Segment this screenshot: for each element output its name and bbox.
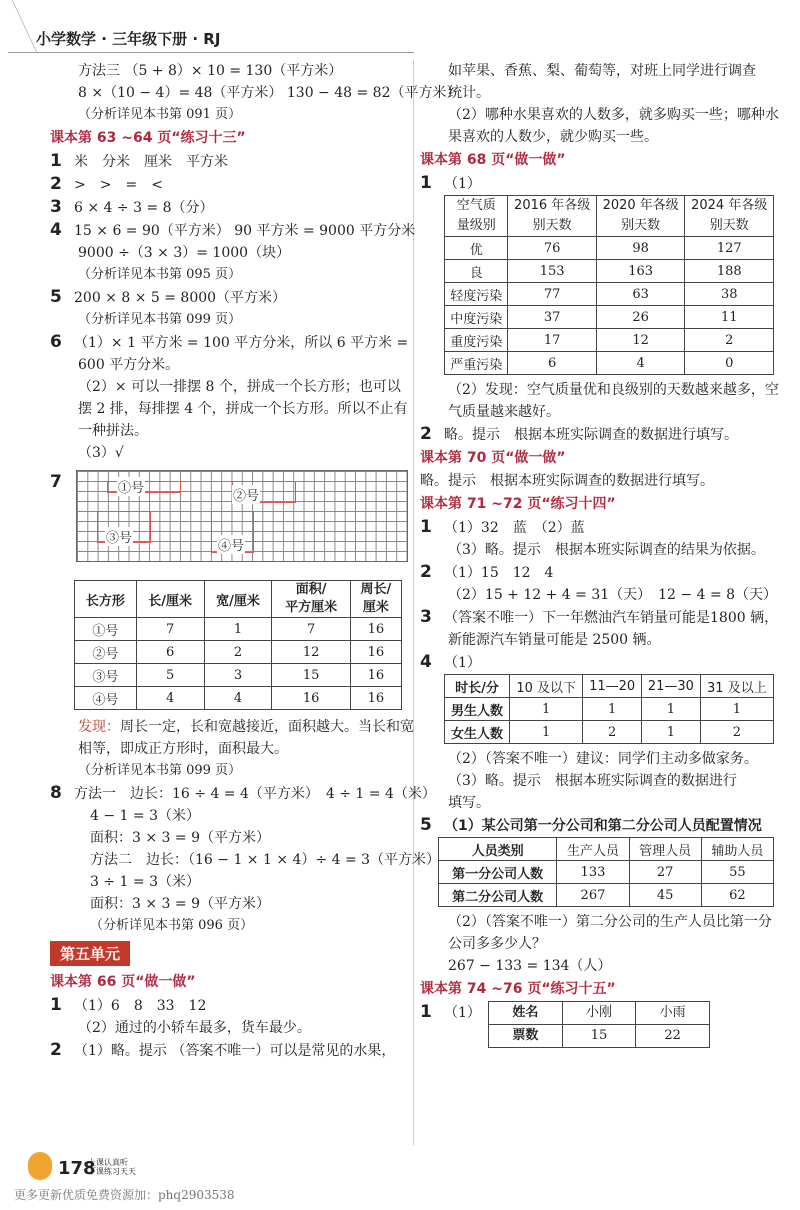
finding-line1: 周长一定，长和宽越接近，面积越大。当长和宽 xyxy=(120,719,414,735)
q8-line1: 方法一 边长：16 ÷ 4 = 4（平方米） 4 ÷ 1 = 4（米） xyxy=(74,786,436,802)
ex14-q2-line2: （2）15 + 12 + 4 = 31（天） 12 − 4 = 8（天） xyxy=(448,587,778,603)
q1-answer: 米 分米 厘米 平方米 xyxy=(74,154,228,170)
table-header: 10 及以下 xyxy=(510,675,583,698)
page-header: 小学数学 · 三年级下册 · RJ xyxy=(36,30,221,48)
duration-table xyxy=(444,674,774,744)
ex14-q4-label: （1） xyxy=(444,655,481,671)
section-heading-ex13: 课本第 63 ~64 页“练习十三” xyxy=(50,130,246,146)
cont-line4: 果喜欢的人数少，就少购买一些。 xyxy=(448,129,658,145)
table-header: 2016 年各级 别天数 xyxy=(508,196,597,237)
table-header: 管理人员 xyxy=(629,838,701,861)
table-row: ③号 5 3 15 16 xyxy=(75,664,402,687)
method3-line2: 8 ×（10 − 4）= 48（平方米） 130 − 48 = 82（平方米） xyxy=(78,85,461,101)
table-row: 中度污染 37 26 11 xyxy=(445,306,774,329)
table-row: ④号 4 4 16 16 xyxy=(75,687,402,710)
grid-label-2: ②号 xyxy=(232,485,260,504)
q-num: 6 xyxy=(50,332,62,352)
ex14-q4-line4: 填写。 xyxy=(448,795,490,811)
q-num: 2 xyxy=(50,1040,62,1060)
table-header: 长/厘米 xyxy=(136,581,204,618)
q8-line5: 3 ÷ 1 = 3（米） xyxy=(90,874,200,890)
section-heading-ex14: 课本第 71 ~72 页“练习十四” xyxy=(420,496,616,512)
table-row: 女生人数 1 2 1 2 xyxy=(445,721,774,744)
page-tag-line1: 上课认真听 xyxy=(88,1158,128,1167)
q7-grid xyxy=(76,470,408,562)
ex14-q3-line2: 新能源汽车销量可能是 2500 辆。 xyxy=(448,632,661,648)
q6-line3: （2）× 可以一排摆 8 个，拼成一个长方形；也可以 xyxy=(78,379,401,395)
q-num: 1 xyxy=(50,151,62,171)
q4-line1: 15 × 6 = 90（平方米） 90 平方米 = 9000 平方分米 xyxy=(74,223,416,239)
p66-q1-line2: （2）通过的小轿车最多，货车最少。 xyxy=(78,1020,311,1036)
table-row: ②号 6 2 12 16 xyxy=(75,641,402,664)
grid-label-3: ③号 xyxy=(105,527,133,546)
q6-line4: 摆 2 排，每排摆 4 个，拼成一个长方形。所以不止有 xyxy=(78,401,408,417)
finding-line2: 相等，即成正方形时，面积最大。 xyxy=(78,741,288,757)
table-header: 辅助人员 xyxy=(701,838,773,861)
cont-line1: 如苹果、香蕉、梨、葡萄等，对班上同学进行调查 xyxy=(448,63,756,79)
table-header: 周长/ 厘米 xyxy=(350,581,401,618)
q-num: 8 xyxy=(50,783,62,803)
method3-ref: （分析详见本书第 091 页） xyxy=(78,107,242,122)
q5-ref: （分析详见本书第 099 页） xyxy=(78,312,242,327)
q6-line6: （3）√ xyxy=(78,445,124,461)
air-quality-table xyxy=(444,195,774,375)
p68-q2: 略。提示 根据本班实际调查的数据进行填写。 xyxy=(444,427,738,443)
q-num: 2 xyxy=(420,424,432,444)
votes-table xyxy=(488,1001,710,1048)
table-row: 第二分公司人数 267 45 62 xyxy=(439,884,774,907)
q8-line3: 面积：3 × 3 = 9（平方米） xyxy=(90,830,270,846)
finding-label: 发现： xyxy=(78,719,120,735)
q-num: 5 xyxy=(420,815,432,835)
q6-line1: （1）× 1 平方米 = 100 平方分米，所以 6 平方米 = xyxy=(74,335,409,351)
table-header: 时长/分 xyxy=(445,675,510,698)
ex14-q1-line2: （3）略。提示 根据本班实际调查的结果为依据。 xyxy=(448,542,765,558)
q-num: 2 xyxy=(50,174,62,194)
q6-line2: 600 平方分米。 xyxy=(78,357,180,373)
unit-banner: 第五单元 xyxy=(50,941,130,966)
q7-block xyxy=(50,470,410,580)
q4-ref: （分析详见本书第 095 页） xyxy=(78,267,242,282)
table-row: 优 76 98 127 xyxy=(445,237,774,260)
staff-table xyxy=(438,837,774,907)
mascot-icon xyxy=(28,1152,52,1180)
ex14-q5-line4: 267 − 133 = 134（人） xyxy=(448,958,612,974)
table-row: 轻度污染 77 63 38 xyxy=(445,283,774,306)
p70-answer: 略。提示 根据本班实际调查的数据进行填写。 xyxy=(420,473,714,489)
q3-answer: 6 × 4 ÷ 3 = 8（分） xyxy=(74,200,214,216)
table-header: 人员类别 xyxy=(439,838,557,861)
ex14-q4-line3: （3）略。提示 根据本班实际调查的数据进行 xyxy=(448,773,737,789)
ex14-q2-line1: （1）15 12 4 xyxy=(444,565,554,581)
p66-q1-line1: （1）6 8 33 12 xyxy=(74,998,207,1014)
q7-table xyxy=(74,580,402,710)
section-heading-p70: 课本第 70 页“做一做” xyxy=(420,450,566,466)
p68-finding-1: （2）发现：空气质量优和良级别的天数越来越多，空 xyxy=(448,382,779,398)
table-row: 第一分公司人数 133 27 55 xyxy=(439,861,774,884)
right-column xyxy=(420,60,780,1051)
p68-q1-label: （1） xyxy=(444,176,481,192)
table-header: 姓名 xyxy=(489,1002,563,1025)
q-num: 1 xyxy=(420,517,432,537)
grid-label-4: ④号 xyxy=(217,535,245,554)
ex15-q1-label: （1） xyxy=(444,1005,481,1021)
page-tag-line2: 下课练习天天 xyxy=(88,1167,136,1176)
q4-line2: 9000 ÷（3 × 3）= 1000（块） xyxy=(78,245,291,261)
ex14-q5-title: （1）某公司第一分公司和第二分公司人员配置情况 xyxy=(444,818,762,834)
q-num: 3 xyxy=(50,197,62,217)
section-heading-p68: 课本第 68 页“做一做” xyxy=(420,152,566,168)
table-header: 宽/厘米 xyxy=(204,581,272,618)
q5-answer: 200 × 8 × 5 = 8000（平方米） xyxy=(74,290,287,306)
cont-line3: （2）哪种水果喜欢的人数多，就多购买一些；哪种水 xyxy=(448,107,779,123)
q-num: 4 xyxy=(50,220,62,240)
cont-line2: 统计。 xyxy=(448,85,490,101)
page-number: 178 xyxy=(58,1158,96,1179)
q-num: 1 xyxy=(420,173,432,193)
table-header: 11—20 xyxy=(583,675,642,698)
p68-finding-2: 气质量越来越好。 xyxy=(448,404,560,420)
table-header: 空气质 量级别 xyxy=(445,196,508,237)
table-header: 小雨 xyxy=(636,1002,710,1025)
ex14-q5-line2: （2）（答案不唯一）第二分公司的生产人员比第一分 xyxy=(448,914,772,930)
ex14-q3-line1: （答案不唯一）下一年燃油汽车销量可能是1800 辆， xyxy=(444,610,779,626)
section-heading-ex15: 课本第 74 ~76 页“练习十五” xyxy=(420,981,616,997)
table-header: 21—30 xyxy=(642,675,701,698)
q2-answer: > > = < xyxy=(74,177,163,193)
section-heading-p66: 课本第 66 页“做一做” xyxy=(50,974,196,990)
table-row: 男生人数 1 1 1 1 xyxy=(445,698,774,721)
table-header: 面积/ 平方厘米 xyxy=(272,581,350,618)
grid-label-1: ①号 xyxy=(117,477,145,496)
table-row: 重度污染 17 12 2 xyxy=(445,329,774,352)
q-num: 7 xyxy=(50,472,62,492)
header-corner xyxy=(0,0,37,52)
ex14-q5-line3: 公司多多少人？ xyxy=(448,936,546,952)
q-num: 5 xyxy=(50,287,62,307)
table-row: 良 153 163 188 xyxy=(445,260,774,283)
table-header: 31 及以上 xyxy=(700,675,773,698)
finding-ref: （分析详见本书第 099 页） xyxy=(78,763,242,778)
table-header: 小刚 xyxy=(562,1002,636,1025)
q-num: 3 xyxy=(420,607,432,627)
table-header: 生产人员 xyxy=(557,838,629,861)
ex14-q1-line1: （1）32 蓝 （2）蓝 xyxy=(444,520,585,536)
q8-line4: 方法二 边长：（16 − 1 × 1 × 4）÷ 4 = 3（平方米） xyxy=(90,852,441,868)
q8-line6: 面积：3 × 3 = 9（平方米） xyxy=(90,896,270,912)
q-num: 2 xyxy=(420,562,432,582)
method3-line1: 方法三 （5 + 8）× 10 = 130（平方米） xyxy=(78,63,343,79)
q8-line2: 4 − 1 = 3（米） xyxy=(90,808,200,824)
q-num: 4 xyxy=(420,652,432,672)
page-tag xyxy=(88,1158,136,1176)
q8-ref: （分析详见本书第 096 页） xyxy=(90,918,254,933)
table-header: 2024 年各级 别天数 xyxy=(685,196,774,237)
p66-q2-line1: （1）略。提示 （答案不唯一）可以是常见的水果， xyxy=(74,1043,396,1059)
table-header: 长方形 xyxy=(75,581,137,618)
header-rule xyxy=(8,52,414,53)
q-num: 1 xyxy=(50,995,62,1015)
table-row: 票数 15 22 xyxy=(489,1025,710,1048)
q-num: 1 xyxy=(420,1002,432,1022)
q6-line5: 一种拼法。 xyxy=(78,423,148,439)
table-row: ①号 7 1 7 16 xyxy=(75,618,402,641)
left-column xyxy=(50,60,461,1062)
ex14-q4-line2: （2）（答案不唯一）建议：同学们主动多做家务。 xyxy=(448,751,758,767)
table-header: 2020 年各级 别天数 xyxy=(596,196,685,237)
table-row: 严重污染 6 4 0 xyxy=(445,352,774,375)
watermark-text: 更多更新优质免费资源加：phq2903538 xyxy=(14,1188,235,1202)
